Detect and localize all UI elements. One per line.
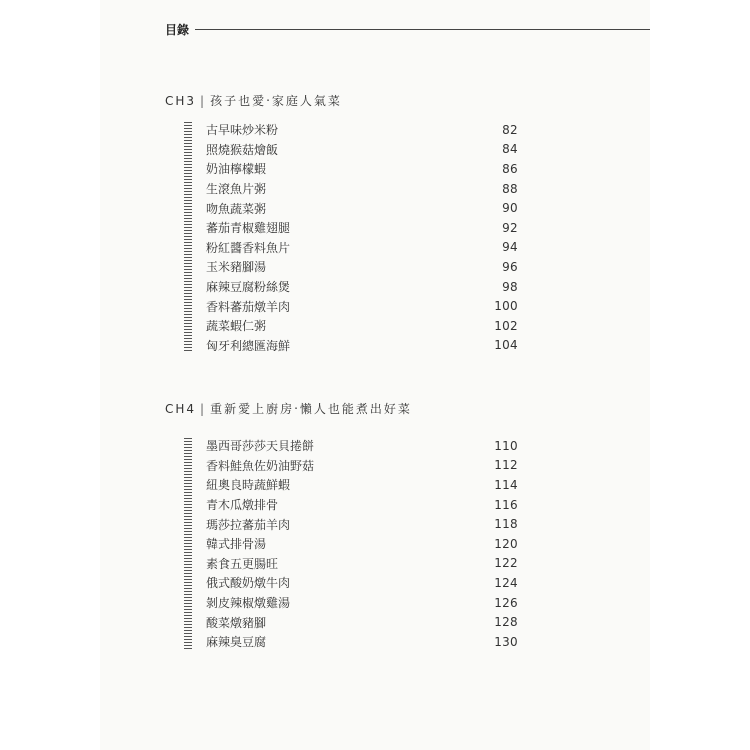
toc-entry[interactable] bbox=[206, 475, 518, 495]
toc-entry[interactable] bbox=[206, 296, 518, 316]
toc-entry[interactable] bbox=[206, 514, 518, 534]
toc-entry-page-number: 128 bbox=[494, 615, 518, 630]
toc-entry-page-number: 116 bbox=[494, 497, 518, 512]
toc-entry[interactable] bbox=[206, 554, 518, 574]
toc-entry-title: 麻辣臭豆腐 bbox=[206, 635, 267, 650]
toc-entry[interactable] bbox=[206, 159, 518, 179]
toc-entry-page-number: 84 bbox=[502, 142, 518, 157]
toc-entry-title: 香料蕃茄燉羊肉 bbox=[206, 299, 291, 314]
toc-entry-title: 墨西哥莎莎天貝捲餅 bbox=[206, 439, 315, 454]
toc-entry-title: 俄式酸奶燉牛肉 bbox=[206, 576, 291, 591]
chapter-code: CH4 bbox=[165, 402, 197, 416]
toc-entry-page-number: 118 bbox=[494, 517, 518, 532]
toc-entry-title: 匈牙利總匯海鮮 bbox=[206, 338, 291, 353]
toc-entry[interactable] bbox=[206, 179, 518, 199]
toc-entry-title: 香料鮭魚佐奶油野菇 bbox=[206, 458, 315, 473]
toc-list-ch4 bbox=[184, 436, 518, 652]
header-rule bbox=[195, 29, 650, 30]
toc-entry-title: 粉紅醬香料魚片 bbox=[206, 240, 291, 255]
toc-entry[interactable] bbox=[206, 277, 518, 297]
toc-entry-title: 奶油檸檬蝦 bbox=[206, 162, 267, 177]
chapter-title: 重新愛上廚房‧懶人也能煮出好菜 bbox=[210, 402, 412, 416]
leader-rule-decoration bbox=[184, 122, 192, 353]
toc-entry-page-number: 114 bbox=[494, 477, 518, 492]
toc-entry-page-number: 112 bbox=[494, 458, 518, 473]
toc-entry[interactable] bbox=[206, 120, 518, 140]
toc-entry-page-number: 90 bbox=[502, 201, 518, 216]
toc-entry-page-number: 104 bbox=[494, 338, 518, 353]
toc-entry-page-number: 96 bbox=[502, 259, 518, 274]
chapter-heading-ch3 bbox=[165, 92, 342, 109]
toc-entry[interactable] bbox=[206, 218, 518, 238]
toc-entry-page-number: 130 bbox=[494, 634, 518, 649]
toc-entry-page-number: 82 bbox=[502, 122, 518, 137]
toc-entry[interactable] bbox=[206, 495, 518, 515]
toc-entry-page-number: 126 bbox=[494, 595, 518, 610]
toc-list-ch3 bbox=[184, 120, 518, 356]
toc-entry-page-number: 98 bbox=[502, 279, 518, 294]
toc-entry[interactable] bbox=[206, 456, 518, 476]
toc-entry[interactable] bbox=[206, 336, 518, 356]
toc-entry[interactable] bbox=[206, 198, 518, 218]
toc-entry-title: 照燒猴菇燴飯 bbox=[206, 142, 279, 157]
toc-entry[interactable] bbox=[206, 632, 518, 652]
toc-entry-title: 瑪莎拉蕃茄羊肉 bbox=[206, 517, 291, 532]
book-page bbox=[100, 0, 650, 750]
toc-entry-page-number: 122 bbox=[494, 556, 518, 571]
toc-entry[interactable] bbox=[206, 612, 518, 632]
page-title: 目錄 bbox=[165, 22, 190, 37]
toc-entry-page-number: 102 bbox=[494, 318, 518, 333]
leader-rule-decoration bbox=[184, 438, 192, 650]
toc-entry-title: 酸菜燉豬腳 bbox=[206, 615, 267, 630]
toc-entry-title: 剝皮辣椒燉雞湯 bbox=[206, 596, 291, 611]
chapter-heading-ch4 bbox=[165, 400, 412, 417]
toc-entry-title: 紐奧良時蔬鮮蝦 bbox=[206, 478, 291, 493]
chapter-title: 孩子也愛‧家庭人氣菜 bbox=[210, 94, 342, 108]
toc-entry-page-number: 88 bbox=[502, 181, 518, 196]
toc-entry-page-number: 86 bbox=[502, 161, 518, 176]
toc-entry-title: 吻魚蔬菜粥 bbox=[206, 201, 267, 216]
toc-entry-page-number: 94 bbox=[502, 240, 518, 255]
toc-entry[interactable] bbox=[206, 140, 518, 160]
toc-entry-title: 素食五更腸旺 bbox=[206, 556, 279, 571]
toc-entry-title: 麻辣豆腐粉絲煲 bbox=[206, 280, 291, 295]
toc-entry-title: 蕃茄青椒雞翅腿 bbox=[206, 221, 291, 236]
toc-header bbox=[165, 20, 650, 38]
toc-entry-page-number: 92 bbox=[502, 220, 518, 235]
toc-entry-title: 玉米豬腳湯 bbox=[206, 260, 267, 275]
toc-entry-title: 青木瓜燉排骨 bbox=[206, 498, 279, 513]
toc-entry-title: 蔬菜蝦仁粥 bbox=[206, 319, 267, 334]
toc-entry[interactable] bbox=[206, 573, 518, 593]
toc-entry[interactable] bbox=[206, 257, 518, 277]
chapter-code: CH3 bbox=[165, 94, 197, 108]
toc-entry[interactable] bbox=[206, 316, 518, 336]
toc-entry-page-number: 120 bbox=[494, 536, 518, 551]
toc-entry[interactable] bbox=[206, 436, 518, 456]
toc-entry-title: 韓式排骨湯 bbox=[206, 537, 267, 552]
toc-entry[interactable] bbox=[206, 238, 518, 258]
toc-entry-page-number: 110 bbox=[494, 438, 518, 453]
toc-entry[interactable] bbox=[206, 534, 518, 554]
toc-entry-page-number: 100 bbox=[494, 299, 518, 314]
toc-entry-title: 生滾魚片粥 bbox=[206, 182, 267, 197]
chapter-separator: | bbox=[200, 402, 207, 416]
toc-entry-page-number: 124 bbox=[494, 575, 518, 590]
toc-entry-title: 古早味炒米粉 bbox=[206, 123, 279, 138]
chapter-separator: | bbox=[200, 94, 207, 108]
toc-entry[interactable] bbox=[206, 593, 518, 613]
